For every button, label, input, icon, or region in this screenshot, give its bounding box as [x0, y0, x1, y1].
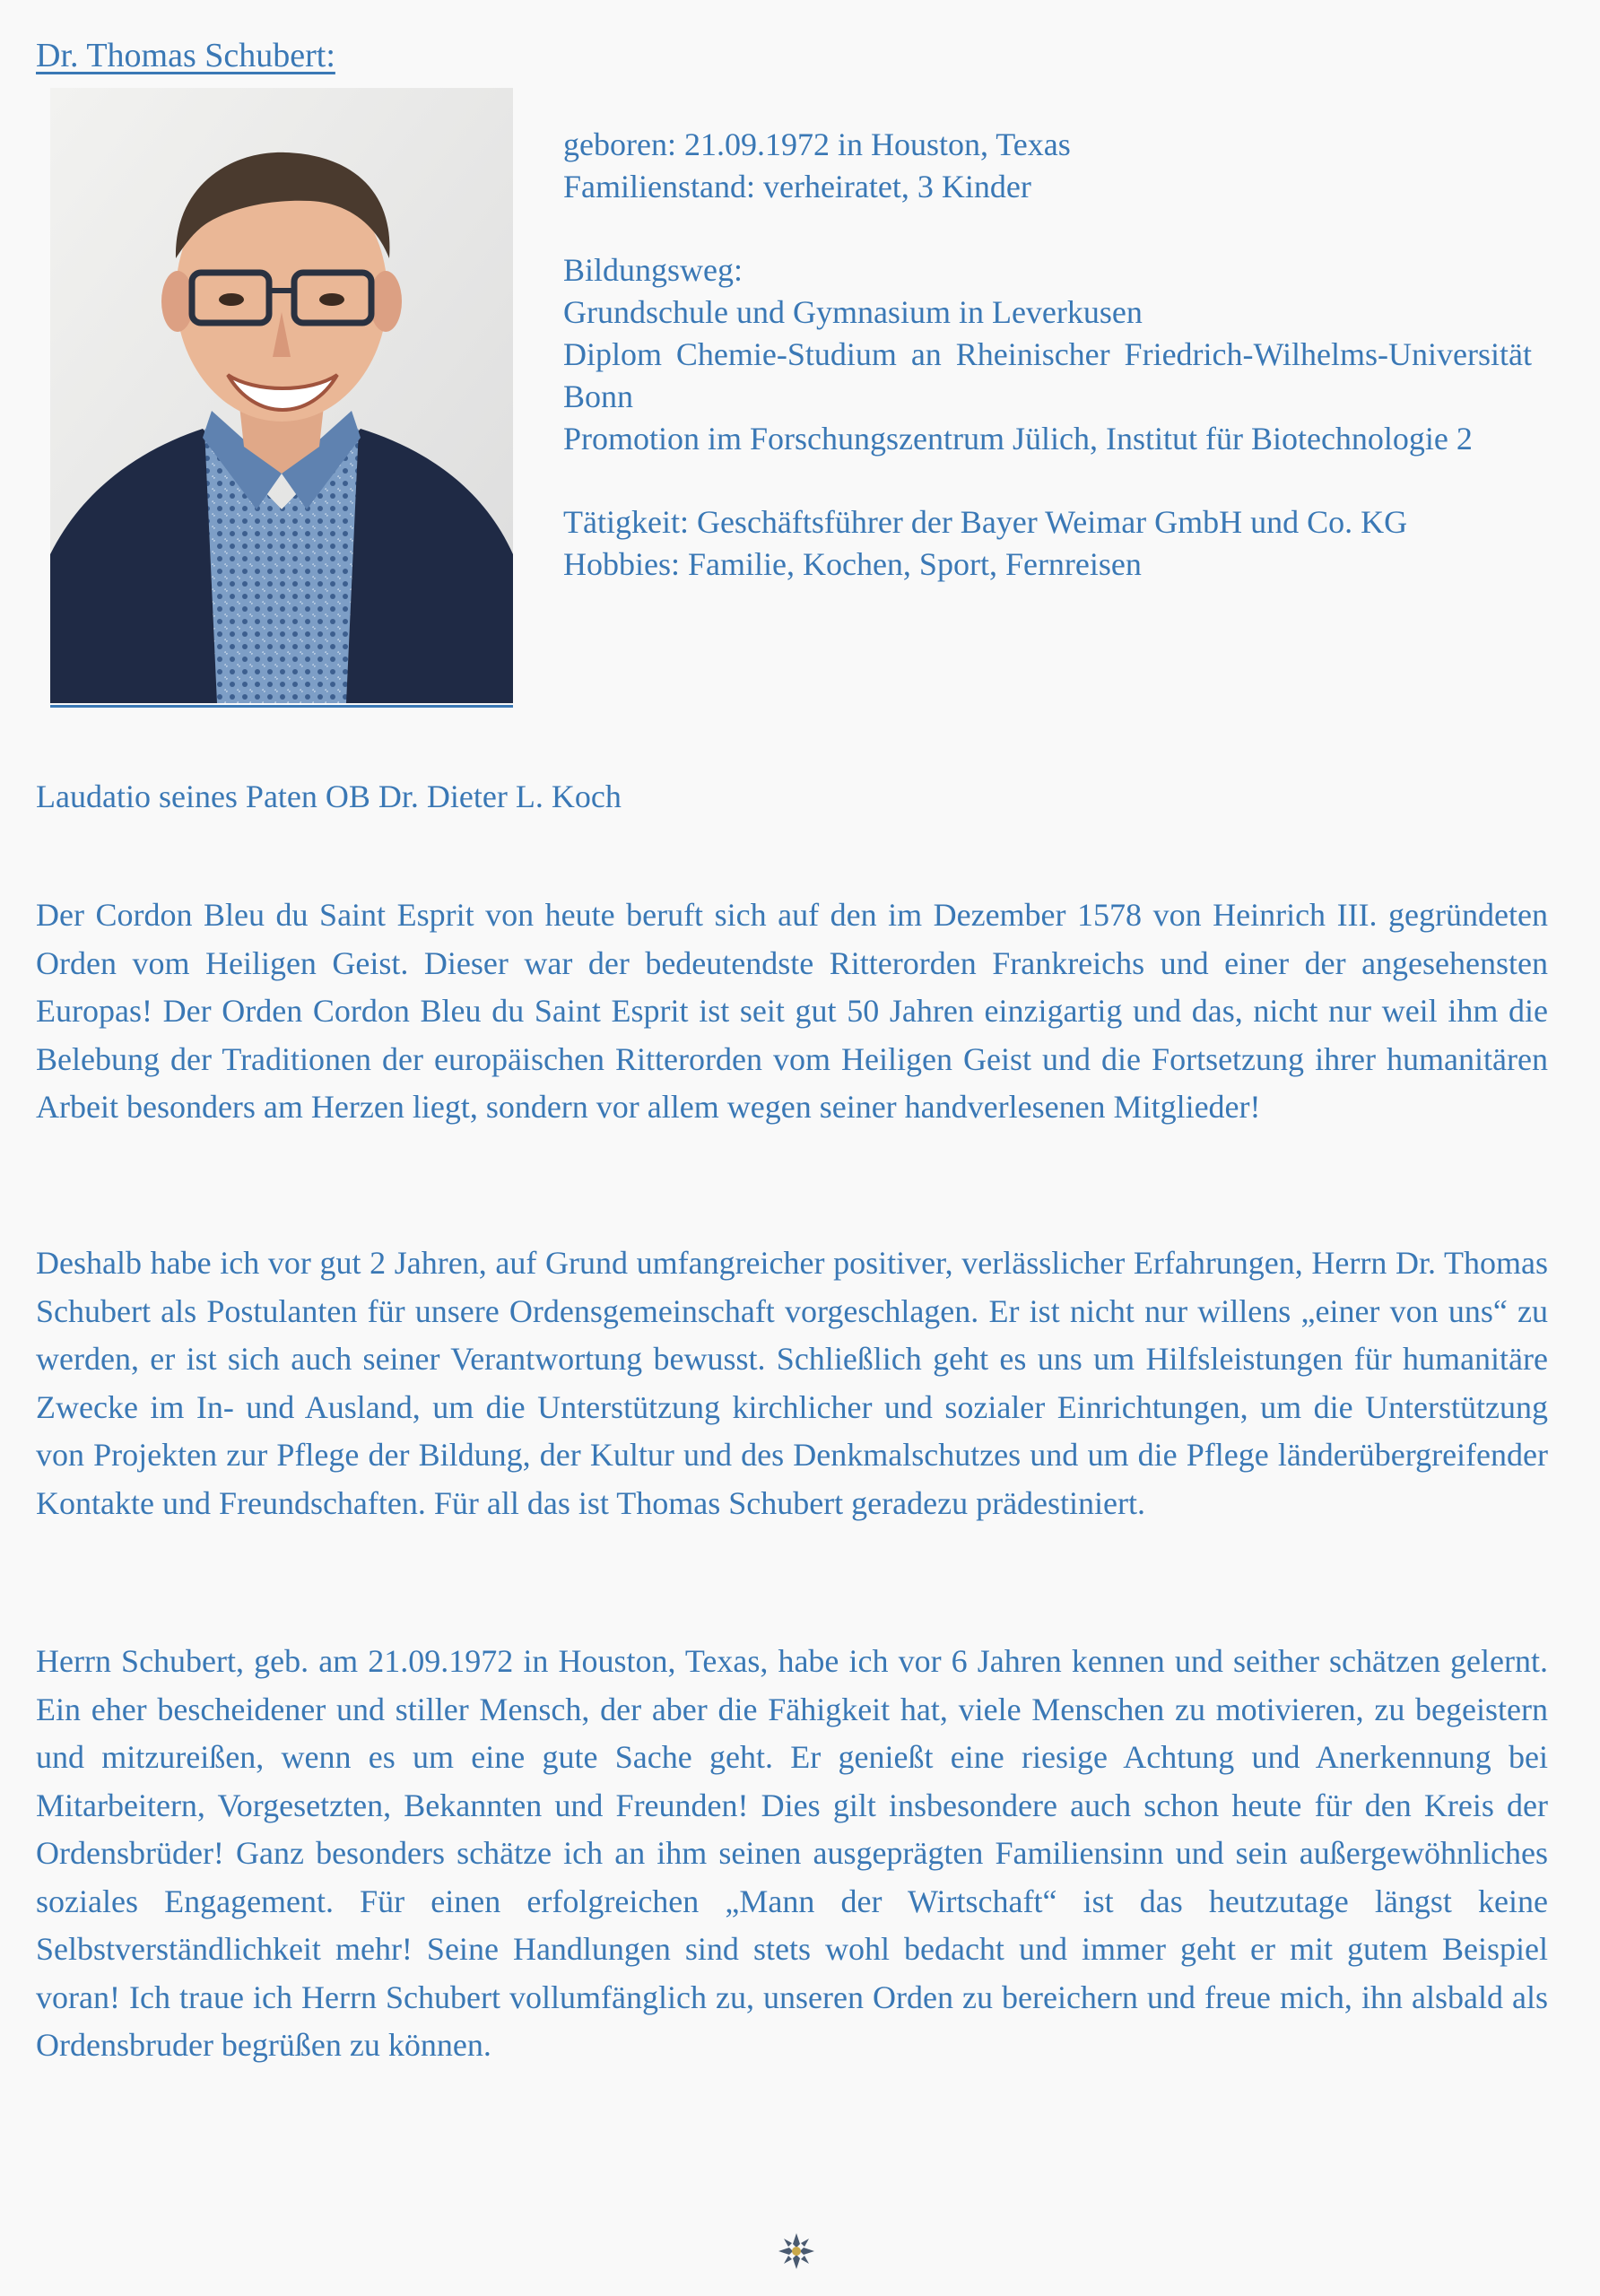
hobbies: Hobbies: Familie, Kochen, Sport, Fernreisen — [563, 546, 1142, 582]
portrait-photo-frame — [50, 88, 513, 709]
education-item-school: Grundschule und Gymnasium in Leverkusen — [563, 294, 1143, 330]
person-name-heading: Dr. Thomas Schubert: — [36, 37, 335, 74]
occupation: Tätigkeit: Geschäftsführer der Bayer Weimar GmbH und Co. KG — [563, 504, 1408, 540]
laudatio-heading: Laudatio seines Paten OB Dr. Dieter L. Koch — [36, 778, 622, 814]
laudatio-paragraph: Der Cordon Bleu du Saint Esprit von heute beruft sich auf den im Dezember 1578 von Heinrich III. gegründeten Orden vom Heiligen Geist. Dieser war der bedeutendste Ritterorden Frankreichs und einer der angesehensten Europas! Der Orden Cordon Bleu du Saint Esprit ist seit gut 50 Jahren einzigartig und das, nicht nur weil ihm die Belebung der Traditionen der europäischen Ritterorden vom Heiligen Geist und die Fortsetzung ihrer humanitären Arbeit besonders am Herzen liegt, sondern vor allem wegen seiner handverlesenen Mitglieder! — [36, 897, 1548, 1125]
education-label: Bildungsweg: — [563, 252, 743, 288]
portrait-photo — [50, 88, 513, 703]
profile-facts — [563, 124, 1532, 586]
laudatio-paragraph: Herrn Schubert, geb. am 21.09.1972 in Houston, Texas, habe ich vor 6 Jahren kennen und seither schätzen gelernt. Ein eher bescheidener und stiller Mensch, der aber die Fähigkeit hat, viele Menschen zu motivieren, zu begeistern und mitzureißen, wenn es um eine gute Sache geht. Er genießt eine riesige Achtung und Anerkennung bei Mitarbeitern, Vorgesetzten, Bekannten und Freunden! Dies gilt insbesondere auch schon heute für den Kreis der Ordensbrüder! Ganz besonders schätze ich an ihm seinen ausgeprägten Familiensinn und sein außergewöhnliches soziales Engagement. Für einen erfolgreichen „Mann der Wirtschaft“ ist das heutzutage längst keine Selbstverständlichkeit mehr! Seine Handlungen sind stets wohl bedacht und immer geht er mit gutem Beispiel voran! Ich traue ich Herrn Schubert vollumfänglich zu, unseren Orden zu bereichern und freue mich, ihn alsbald als Ordensbruder begrüßen zu können. — [36, 1643, 1548, 2063]
laudatio-paragraph: Deshalb habe ich vor gut 2 Jahren, auf Grund umfangreicher positiver, verlässlicher Erfahrungen, Herrn Dr. Thomas Schubert als Postulanten für unsere Ordensgemeinschaft vorgeschlagen. Er ist nicht nur willens „einer von uns“ zu werden, er ist sich auch seiner Verantwortung bewusst. Schließlich geht es uns um Hilfsleistungen für humanitäre Zwecke im In- und Ausland, um die Unterstützung kirchlicher und sozialer Einrichtungen, um die Unterstützung von Projekten zur Pflege der Bildung, der Kultur und des Denkmalschutzes und um die Pflege länderübergreifender Kontakte und Freundschaften. Für all das ist Thomas Schubert geradezu prädestiniert. — [36, 1245, 1548, 1521]
photo-underline — [50, 705, 513, 708]
cross-ornament-icon — [777, 2231, 816, 2271]
education-item-diploma: Diplom Chemie-Studium an Rheinischer Friedrich-Wilhelms-Universität Bonn — [563, 336, 1532, 414]
birth-info: geboren: 21.09.1972 in Houston, Texas — [563, 126, 1071, 162]
marital-status: Familienstand: verheiratet, 3 Kinder — [563, 169, 1031, 204]
education-item-doctorate: Promotion im Forschungszentrum Jülich, Institut für Biotechnologie 2 — [563, 421, 1473, 457]
